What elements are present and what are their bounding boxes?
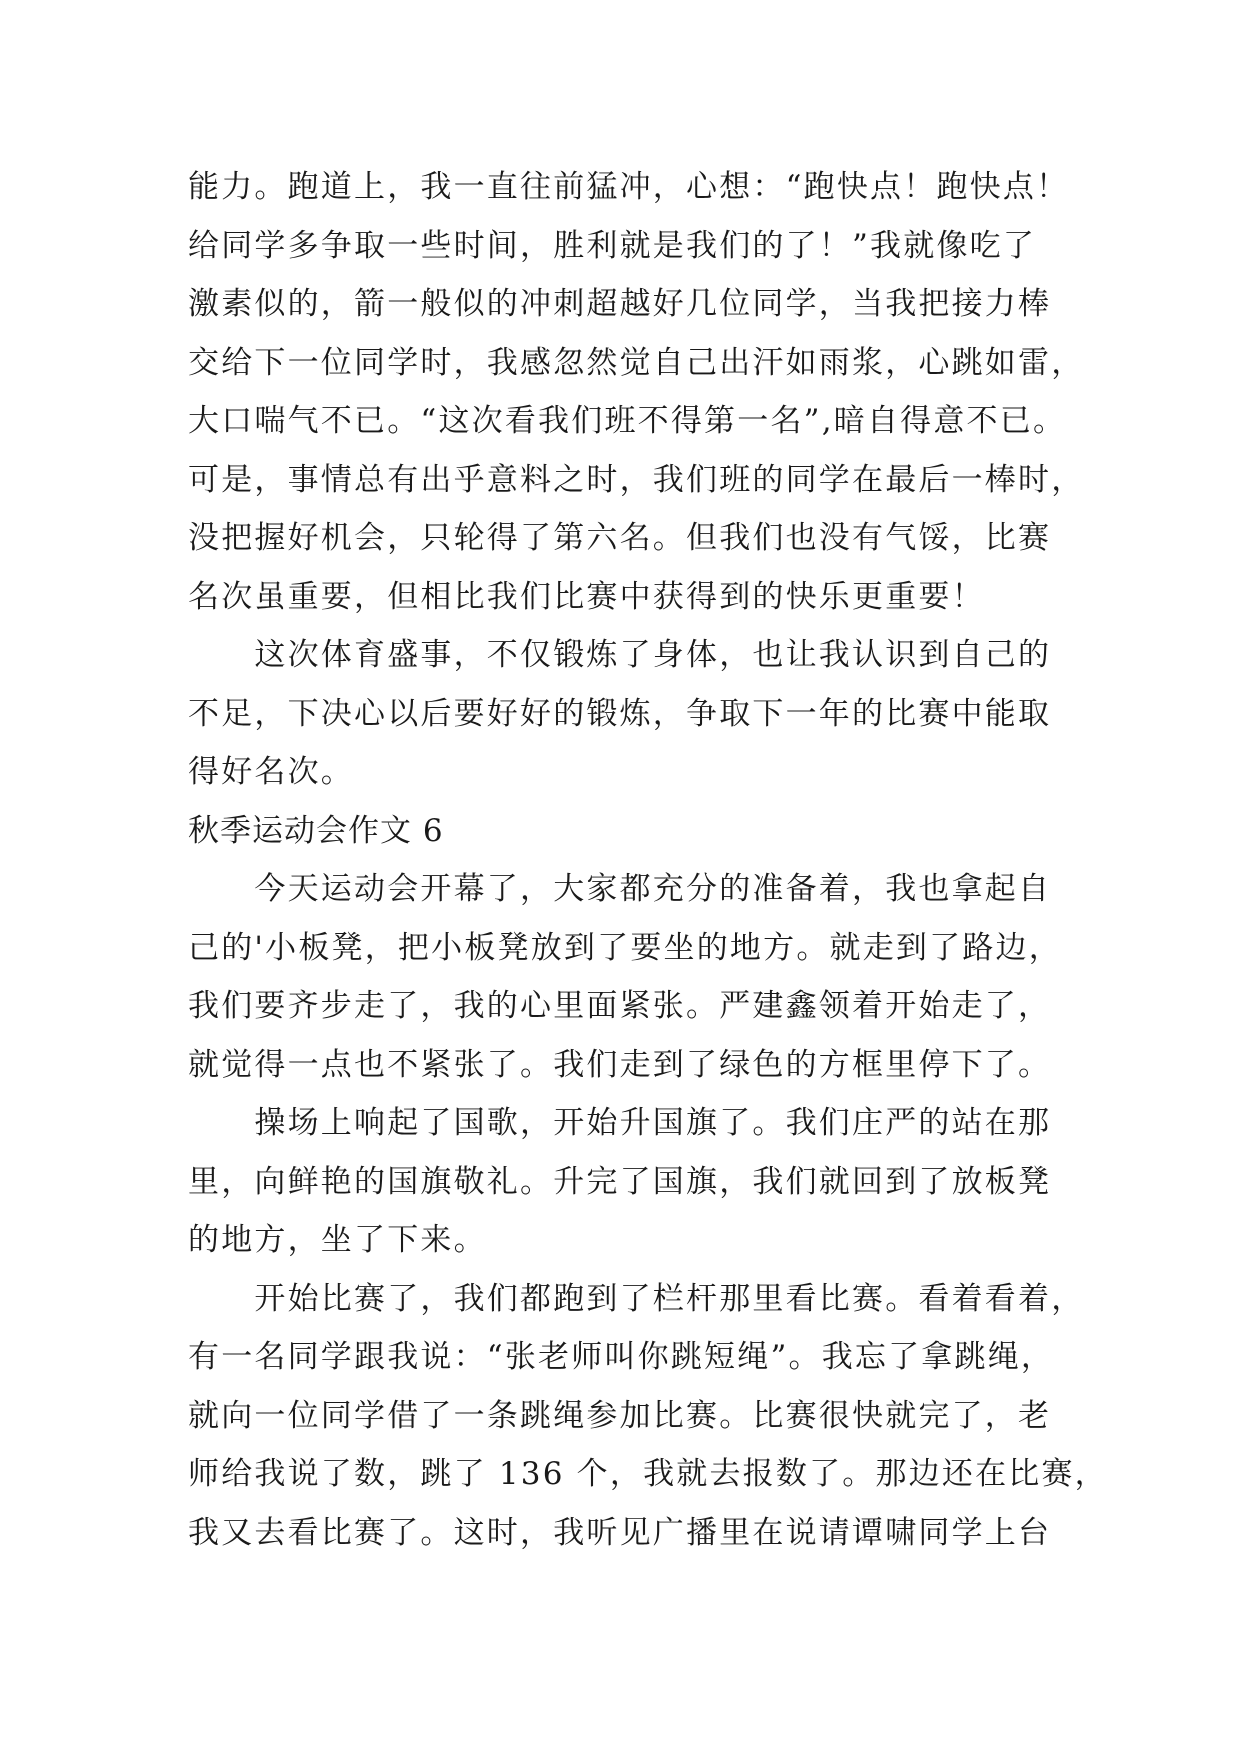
text-line: 能力。跑道上，我一直往前猛冲，心想：“跑快点！跑快点！: [188, 169, 1070, 205]
text-line: 我们要齐步走了，我的心里面紧张。严建鑫领着开始走了，: [188, 988, 1052, 1024]
text-line: 的地方，坐了下来。: [188, 1222, 487, 1258]
text-line: 激素似的，箭一般似的冲刺超越好几位同学，当我把接力棒: [188, 286, 1052, 322]
text-line: 就觉得一点也不紧张了。我们走到了绿色的方框里停下了。: [188, 1046, 1052, 1083]
text-line: 开始比赛了，我们都跑到了栏杆那里看比赛。看着看着，: [188, 1280, 1085, 1317]
text-line: 交给下一位同学时，我感忽然觉自己出汗如雨浆，心跳如雷，: [188, 344, 1085, 381]
text-line: 不足，下决心以后要好好的锻炼，争取下一年的比赛中能取: [188, 695, 1052, 732]
text-line: 名次虽重要，但相比我们比赛中获得到的快乐更重要！: [188, 578, 985, 615]
text-line: 今天运动会开幕了，大家都充分的准备着，我也拿起自: [188, 871, 1052, 907]
text-line: 我又去看比赛了。这时，我听见广播里在说请谭啸同学上台: [188, 1514, 1052, 1551]
text-line: 就向一位同学借了一条跳绳参加比赛。比赛很快就完了，老: [188, 1397, 1052, 1434]
text-line: 大口喘气不已。“这次看我们班不得第一名”,暗自得意不已。: [188, 403, 1067, 439]
document-body: [188, 158, 1108, 1562]
text-line: 这次体育盛事，不仅锻炼了身体，也让我认识到自己的: [188, 637, 1052, 673]
essay-6-body: [188, 860, 1108, 1562]
text-line: 己的'小板凳，把小板凳放到了要坐的地方。就走到了路边，: [188, 929, 1062, 966]
text-line: 给同学多争取一些时间，胜利就是我们的了！”我就像吃了: [188, 227, 1037, 264]
text-line: 里，向鲜艳的国旗敬礼。升完了国旗，我们就回到了放板凳: [188, 1163, 1052, 1200]
text-line: 没把握好机会，只轮得了第六名。但我们也没有气馁，比赛: [188, 520, 1052, 556]
text-line: 师给我说了数，跳了 136 个，我就去报数了。那边还在比赛，: [188, 1456, 1108, 1492]
text-line: 可是，事情总有出乎意料之时，我们班的同学在最后一棒时，: [188, 461, 1085, 498]
section-heading: 秋季运动会作文 6: [188, 812, 444, 849]
text-line: 有一名同学跟我说：“张老师叫你跳短绳”。我忘了拿跳绳，: [188, 1339, 1055, 1375]
text-line: 得好名次。: [188, 754, 354, 790]
essay-5-ending: [188, 158, 1085, 802]
text-line: 操场上响起了国歌，开始升国旗了。我们庄严的站在那: [188, 1105, 1052, 1141]
